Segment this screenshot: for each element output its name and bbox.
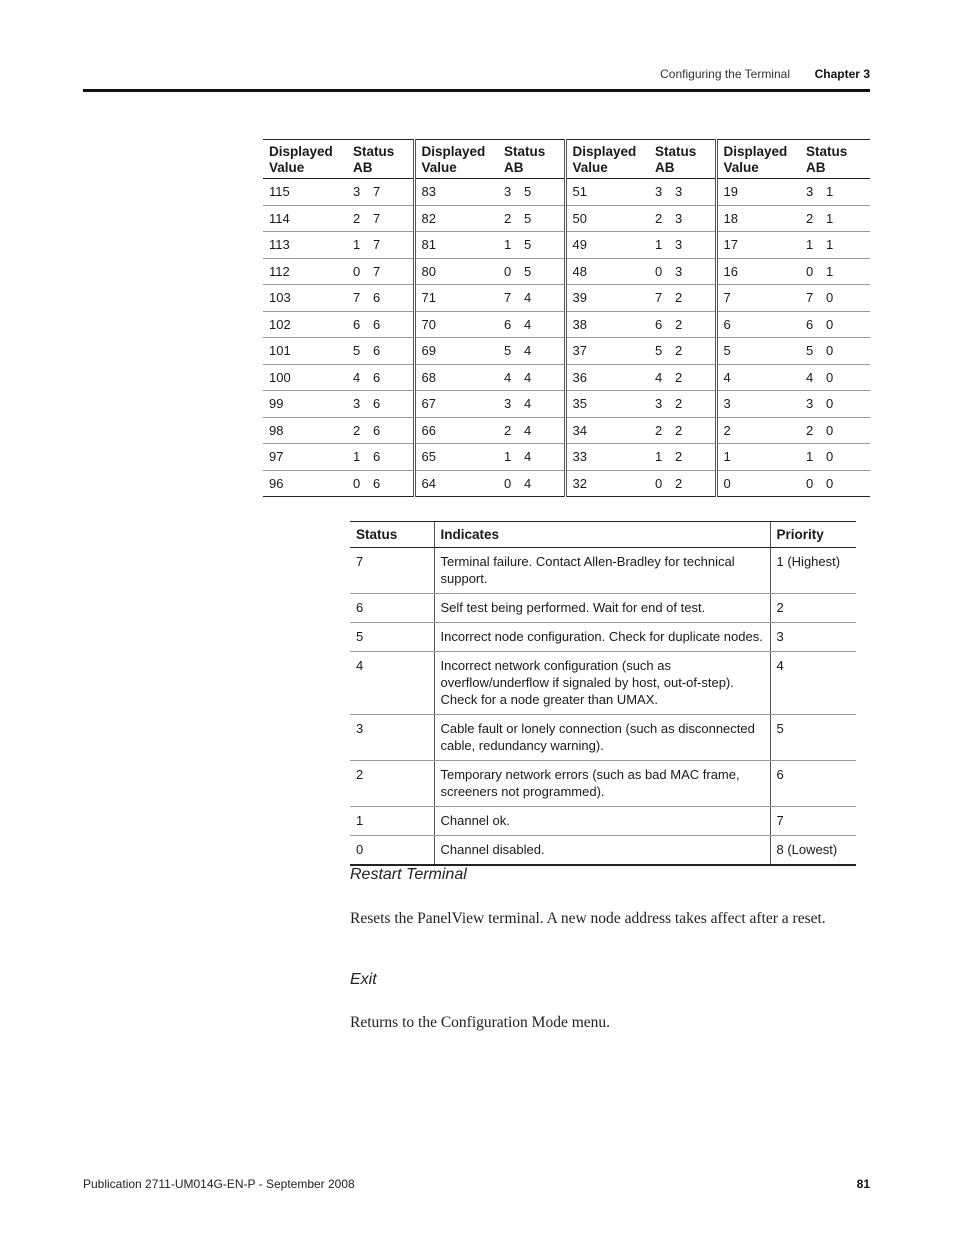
status-b-value: 0 — [826, 343, 834, 359]
status-a-value: 0 — [806, 475, 814, 491]
status-ab-cell — [498, 391, 565, 418]
displayed-value-cell: 3 — [716, 391, 800, 418]
priority-cell: 6 — [770, 761, 856, 807]
exit-description: Returns to the Configuration Mode menu. — [350, 1014, 611, 1031]
status-b-value: 6 — [373, 369, 381, 385]
status-b-value: 4 — [524, 396, 532, 412]
status-b-value: 0 — [826, 449, 834, 465]
status-b-value: 3 — [675, 184, 683, 200]
status-ab-cell — [649, 417, 716, 444]
status-b-value: 6 — [373, 316, 381, 332]
status-ab-cell — [800, 311, 870, 338]
status-b-value: 2 — [675, 422, 683, 438]
status-a-value: 3 — [655, 396, 663, 412]
status-ab-cell — [498, 285, 565, 312]
status-ab-cell — [800, 232, 870, 259]
status-code-cell: 2 — [350, 761, 434, 807]
table-row — [350, 652, 856, 715]
status-a-value: 5 — [655, 343, 663, 359]
status-b-value: 2 — [675, 396, 683, 412]
table-row — [263, 205, 870, 232]
status-b-value: 4 — [524, 422, 532, 438]
table-row — [263, 470, 870, 497]
status-b-value: 6 — [373, 343, 381, 359]
status-ab-cell — [800, 205, 870, 232]
priority-cell: 3 — [770, 623, 856, 652]
displayed-value-cell: 2 — [716, 417, 800, 444]
indicates-cell: Temporary network errors (such as bad MAC frame, screeners not programmed). — [434, 761, 770, 807]
status-ab-cell — [649, 470, 716, 497]
status-a-value: 2 — [655, 422, 663, 438]
status-b-value: 3 — [675, 263, 683, 279]
displayed-value-cell: 66 — [414, 417, 498, 444]
status-b-value: 2 — [675, 449, 683, 465]
status-a-value: 7 — [806, 290, 814, 306]
status-table-body — [263, 179, 870, 497]
table-row — [263, 311, 870, 338]
status-a-value: 1 — [806, 237, 814, 253]
status-ab-cell — [347, 417, 414, 444]
table-row — [350, 548, 856, 594]
status-b-value: 5 — [524, 184, 532, 200]
displayed-value-cell: 97 — [263, 444, 347, 471]
table-row — [263, 179, 870, 206]
status-ab-cell — [347, 258, 414, 285]
table-row — [263, 232, 870, 259]
table-row — [263, 391, 870, 418]
displayed-value-cell: 81 — [414, 232, 498, 259]
status-b-value: 1 — [826, 263, 834, 279]
displayed-value-cell: 98 — [263, 417, 347, 444]
meaning-table-body — [350, 548, 856, 866]
displayed-value-cell: 64 — [414, 470, 498, 497]
status-b-value: 6 — [373, 422, 381, 438]
status-a-value: 6 — [655, 316, 663, 332]
status-a-value: 1 — [353, 449, 361, 465]
displayed-value-cell: 71 — [414, 285, 498, 312]
status-ab-cell — [498, 470, 565, 497]
displayed-value-cell: 6 — [716, 311, 800, 338]
table-row — [263, 258, 870, 285]
status-code-cell: 0 — [350, 836, 434, 866]
page-header — [83, 64, 870, 84]
status-code-cell: 1 — [350, 807, 434, 836]
status-b-value: 4 — [524, 290, 532, 306]
status-ab-cell — [800, 417, 870, 444]
status-b-value: 0 — [826, 369, 834, 385]
displayed-value-cell: 100 — [263, 364, 347, 391]
displayed-value-cell: 102 — [263, 311, 347, 338]
priority-cell: 1 (Highest) — [770, 548, 856, 594]
publication-footer: Publication 2711-UM014G-EN-P - September 2008 — [83, 1177, 355, 1191]
displayed-value-cell: 34 — [565, 417, 649, 444]
indicates-column-header: Indicates — [434, 522, 770, 548]
status-code-cell: 7 — [350, 548, 434, 594]
displayed-value-cell: 35 — [565, 391, 649, 418]
status-a-value: 1 — [655, 449, 663, 465]
status-ab-cell — [800, 285, 870, 312]
displayed-value-cell: 0 — [716, 470, 800, 497]
status-ab-cell — [649, 444, 716, 471]
displayed-value-column-header: Displayed Value — [263, 140, 347, 179]
status-ab-cell — [649, 285, 716, 312]
status-b-value: 6 — [373, 475, 381, 491]
status-ab-cell — [347, 444, 414, 471]
status-ab-column-header: Status AB — [649, 140, 716, 179]
status-b-value: 2 — [675, 343, 683, 359]
indicates-cell: Cable fault or lonely connection (such as disconnected cable, redundancy warning). — [434, 715, 770, 761]
status-b-value: 2 — [675, 369, 683, 385]
displayed-value-column-header: Displayed Value — [716, 140, 800, 179]
indicates-cell: Self test being performed. Wait for end of test. — [434, 594, 770, 623]
status-code-cell: 5 — [350, 623, 434, 652]
displayed-value-cell: 1 — [716, 444, 800, 471]
restart-terminal-description: Resets the PanelView terminal. A new node address takes affect after a reset. — [350, 910, 826, 927]
table-row — [263, 338, 870, 365]
status-ab-cell — [347, 470, 414, 497]
status-ab-cell — [649, 364, 716, 391]
displayed-value-cell: 114 — [263, 205, 347, 232]
status-a-value: 3 — [504, 396, 512, 412]
displayed-value-cell: 113 — [263, 232, 347, 259]
status-a-value: 2 — [806, 210, 814, 226]
status-a-value: 6 — [353, 316, 361, 332]
status-b-value: 5 — [524, 210, 532, 226]
status-a-value: 1 — [504, 449, 512, 465]
status-b-value: 7 — [373, 237, 381, 253]
status-ab-column-header: Status AB — [800, 140, 870, 179]
displayed-value-cell: 49 — [565, 232, 649, 259]
table-row — [350, 836, 856, 866]
status-code-cell: 6 — [350, 594, 434, 623]
displayed-value-cell: 37 — [565, 338, 649, 365]
status-ab-cell — [649, 338, 716, 365]
status-b-value: 0 — [826, 422, 834, 438]
displayed-value-cell: 96 — [263, 470, 347, 497]
table-row — [350, 807, 856, 836]
status-ab-cell — [347, 232, 414, 259]
status-b-value: 3 — [675, 237, 683, 253]
table-row — [350, 715, 856, 761]
status-column-header: Status — [350, 522, 434, 548]
displayed-value-cell: 5 — [716, 338, 800, 365]
status-ab-cell — [800, 364, 870, 391]
status-meaning-table — [350, 521, 856, 866]
displayed-value-cell: 36 — [565, 364, 649, 391]
displayed-value-cell: 19 — [716, 179, 800, 206]
displayed-value-cell: 83 — [414, 179, 498, 206]
status-b-value: 2 — [675, 475, 683, 491]
displayed-value-cell: 50 — [565, 205, 649, 232]
displayed-value-cell: 82 — [414, 205, 498, 232]
displayed-value-cell: 65 — [414, 444, 498, 471]
status-ab-cell — [498, 338, 565, 365]
indicates-cell: Channel ok. — [434, 807, 770, 836]
displayed-value-cell: 16 — [716, 258, 800, 285]
status-code-cell: 3 — [350, 715, 434, 761]
status-ab-cell — [649, 258, 716, 285]
priority-column-header: Priority — [770, 522, 856, 548]
status-a-value: 2 — [353, 210, 361, 226]
exit-heading: Exit — [350, 971, 377, 988]
displayed-value-cell: 103 — [263, 285, 347, 312]
displayed-value-column-header: Displayed Value — [565, 140, 649, 179]
status-b-value: 7 — [373, 263, 381, 279]
status-ab-cell — [498, 205, 565, 232]
status-b-value: 0 — [826, 316, 834, 332]
displayed-value-cell: 39 — [565, 285, 649, 312]
status-a-value: 0 — [353, 263, 361, 279]
status-a-value: 7 — [353, 290, 361, 306]
status-a-value: 0 — [806, 263, 814, 279]
status-b-value: 4 — [524, 316, 532, 332]
status-a-value: 0 — [655, 263, 663, 279]
header-divider — [83, 89, 870, 92]
status-ab-cell — [498, 364, 565, 391]
status-ab-cell — [347, 391, 414, 418]
displayed-value-cell: 101 — [263, 338, 347, 365]
priority-cell: 2 — [770, 594, 856, 623]
status-b-value: 3 — [675, 210, 683, 226]
status-b-value: 5 — [524, 263, 532, 279]
status-b-value: 0 — [826, 396, 834, 412]
displayed-value-cell: 80 — [414, 258, 498, 285]
status-ab-column-header: Status AB — [347, 140, 414, 179]
status-ab-cell — [347, 285, 414, 312]
status-code-table — [263, 139, 870, 497]
displayed-value-cell: 69 — [414, 338, 498, 365]
status-b-value: 4 — [524, 369, 532, 385]
displayed-value-cell: 38 — [565, 311, 649, 338]
status-b-value: 0 — [826, 475, 834, 491]
status-ab-cell — [800, 444, 870, 471]
displayed-value-cell: 7 — [716, 285, 800, 312]
header-chapter-label: Chapter 3 — [814, 67, 870, 81]
status-a-value: 3 — [806, 184, 814, 200]
status-ab-cell — [498, 258, 565, 285]
status-a-value: 2 — [504, 422, 512, 438]
status-a-value: 6 — [504, 316, 512, 332]
status-ab-cell — [649, 179, 716, 206]
status-a-value: 2 — [655, 210, 663, 226]
displayed-value-cell: 17 — [716, 232, 800, 259]
status-b-value: 6 — [373, 449, 381, 465]
status-a-value: 3 — [353, 396, 361, 412]
status-a-value: 2 — [504, 210, 512, 226]
status-b-value: 6 — [373, 290, 381, 306]
status-ab-cell — [498, 444, 565, 471]
displayed-value-cell: 32 — [565, 470, 649, 497]
status-code-cell: 4 — [350, 652, 434, 715]
indicates-cell: Channel disabled. — [434, 836, 770, 866]
status-a-value: 4 — [655, 369, 663, 385]
status-ab-cell — [649, 232, 716, 259]
displayed-value-cell: 70 — [414, 311, 498, 338]
status-b-value: 1 — [826, 237, 834, 253]
priority-cell: 7 — [770, 807, 856, 836]
status-a-value: 4 — [504, 369, 512, 385]
status-a-value: 0 — [504, 263, 512, 279]
displayed-value-cell: 99 — [263, 391, 347, 418]
status-b-value: 4 — [524, 449, 532, 465]
status-a-value: 0 — [504, 475, 512, 491]
table-row — [263, 364, 870, 391]
status-ab-cell — [498, 232, 565, 259]
table-row — [350, 761, 856, 807]
status-ab-cell — [498, 417, 565, 444]
status-b-value: 2 — [675, 290, 683, 306]
status-a-value: 0 — [655, 475, 663, 491]
header-section-title: Configuring the Terminal — [660, 67, 790, 81]
table-row — [350, 623, 856, 652]
status-a-value: 1 — [504, 237, 512, 253]
status-ab-cell — [649, 205, 716, 232]
page-number: 81 — [856, 1177, 870, 1191]
status-a-value: 1 — [353, 237, 361, 253]
displayed-value-cell: 51 — [565, 179, 649, 206]
displayed-value-cell: 18 — [716, 205, 800, 232]
status-a-value: 4 — [806, 369, 814, 385]
status-ab-cell — [347, 364, 414, 391]
status-b-value: 4 — [524, 343, 532, 359]
status-b-value: 4 — [524, 475, 532, 491]
status-a-value: 5 — [806, 343, 814, 359]
status-a-value: 1 — [806, 449, 814, 465]
indicates-cell: Terminal failure. Contact Allen-Bradley for technical support. — [434, 548, 770, 594]
displayed-value-cell: 48 — [565, 258, 649, 285]
status-ab-cell — [800, 338, 870, 365]
status-ab-cell — [347, 179, 414, 206]
indicates-cell: Incorrect network configuration (such as overflow/underflow if signaled by host, out-of-step). Check for a node greater than UMAX. — [434, 652, 770, 715]
table-row — [263, 417, 870, 444]
status-b-value: 2 — [675, 316, 683, 332]
status-a-value: 2 — [353, 422, 361, 438]
status-a-value: 7 — [504, 290, 512, 306]
displayed-value-cell: 115 — [263, 179, 347, 206]
status-ab-cell — [800, 391, 870, 418]
status-a-value: 2 — [806, 422, 814, 438]
status-a-value: 4 — [353, 369, 361, 385]
status-b-value: 7 — [373, 210, 381, 226]
status-b-value: 6 — [373, 396, 381, 412]
table-row — [263, 285, 870, 312]
displayed-value-cell: 112 — [263, 258, 347, 285]
status-b-value: 1 — [826, 210, 834, 226]
status-a-value: 6 — [806, 316, 814, 332]
status-ab-cell — [347, 338, 414, 365]
status-ab-cell — [347, 205, 414, 232]
status-a-value: 3 — [655, 184, 663, 200]
status-ab-cell — [649, 391, 716, 418]
status-a-value: 3 — [353, 184, 361, 200]
displayed-value-cell: 67 — [414, 391, 498, 418]
priority-cell: 8 (Lowest) — [770, 836, 856, 866]
status-ab-cell — [498, 311, 565, 338]
status-a-value: 5 — [353, 343, 361, 359]
restart-terminal-heading: Restart Terminal — [350, 866, 467, 883]
status-ab-cell — [347, 311, 414, 338]
status-a-value: 1 — [655, 237, 663, 253]
status-a-value: 0 — [353, 475, 361, 491]
displayed-value-column-header: Displayed Value — [414, 140, 498, 179]
indicates-cell: Incorrect node configuration. Check for duplicate nodes. — [434, 623, 770, 652]
status-a-value: 7 — [655, 290, 663, 306]
status-a-value: 5 — [504, 343, 512, 359]
status-a-value: 3 — [806, 396, 814, 412]
status-b-value: 0 — [826, 290, 834, 306]
status-ab-cell — [800, 258, 870, 285]
status-table-header-row — [263, 140, 870, 179]
status-ab-column-header: Status AB — [498, 140, 565, 179]
priority-cell: 4 — [770, 652, 856, 715]
status-b-value: 1 — [826, 184, 834, 200]
displayed-value-cell: 68 — [414, 364, 498, 391]
status-ab-cell — [498, 179, 565, 206]
status-ab-cell — [649, 311, 716, 338]
displayed-value-cell: 4 — [716, 364, 800, 391]
status-ab-cell — [800, 470, 870, 497]
priority-cell: 5 — [770, 715, 856, 761]
status-b-value: 7 — [373, 184, 381, 200]
status-b-value: 5 — [524, 237, 532, 253]
status-ab-cell — [800, 179, 870, 206]
meaning-table-header-row — [350, 522, 856, 548]
displayed-value-cell: 33 — [565, 444, 649, 471]
status-a-value: 3 — [504, 184, 512, 200]
table-row — [350, 594, 856, 623]
table-row — [263, 444, 870, 471]
